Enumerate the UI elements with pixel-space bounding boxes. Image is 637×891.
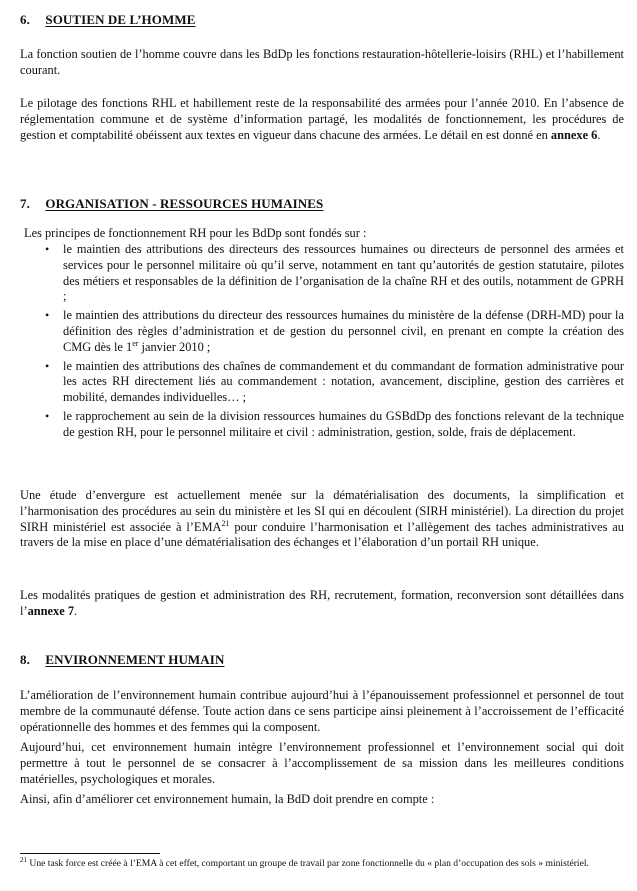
- paragraph: Une étude d’envergure est actuellement menée sur la dématérialisation des documents, la simplification et l’harmonisation des procédures au sein du ministère et les SI qui en découlent (SIRH ministériel). La direction du projet SIRH ministériel est associée à l’EMA$^{21}$ pour conduire l’harmonisation et l’allègement des taches administratives au travers de la mise en place d’une dématérialisation des échanges et l’élaboration d’un portail RH unique.: [20, 488, 624, 550]
- list-item: • le rapprochement au sein de la division ressources humaines du GSBdDp des fonctions relevant de la technique de gestion RH, pour le personnel militaire et civil : administration, gestion, solde, frais de déplacement.: [45, 408, 624, 439]
- footnote-ref: 21: [221, 518, 230, 528]
- paragraph: Les principes de fonctionnement RH pour les BdDp sont fondés sur :: [24, 226, 367, 240]
- paragraph: Le pilotage des fonctions RHL et habillement reste de la responsabilité des armées pour l’année 2010. En l’absence de réglementation commune et de système d’information partagé, les modalités de fonctionnement, les procédures de gestion et comptabilité obéissent aux textes en vigueur dans chacune des armées. Le détail en est donné en annexe 6.: [20, 96, 624, 142]
- paragraph: Les modalités pratiques de gestion et administration des RH, recrutement, formation, reconversion sont détaillées dans l’annexe 7.: [20, 588, 624, 618]
- list-item: • le maintien des attributions des directeurs des ressources humaines ou directeurs de personnel des armées et services pour le personnel militaire où qu’il serve, notamment en tant qu’autorités de gestion statutaire, pilotes des métiers et responsables de la définition de l’organisation de la chaîne RH et des outils, notamment de GPRH ;: [45, 242, 624, 304]
- list-item: • le maintien des attributions des chaînes de commandement et du commandant de formation administrative pour les actes RH directement liés au commandement : notation, avancement, discipline, gestion des carrières et mobilité, demandes individuelles… ;: [45, 358, 624, 405]
- footnote: $^{21}$ Une task force est créée à l’EMA à cet effet, comportant un groupe de travail par zone fonctionnelle du « plan d’occupation des sols » ministériel.: [20, 855, 589, 869]
- section-title: ORGANISATION - RESSOURCES HUMAINES: [45, 196, 324, 211]
- paragraph: Ainsi, afin d’améliorer cet environnement humain, la BdD doit prendre en compte :: [20, 792, 435, 806]
- list-item: • le maintien des attributions du directeur des ressources humaines du ministère de la défense (DRH-MD) pour la définition des règles d’administration et de gestion du personnel civil, en prenant en compte la création des CMG dès le 1er janvier 2010 ;: [45, 308, 624, 354]
- section-8-heading: [20, 652, 224, 668]
- bullet-list: [0, 242, 624, 444]
- section-number: 8.: [20, 652, 30, 667]
- bullet-icon: •: [45, 308, 50, 323]
- paragraph: L’amélioration de l’environnement humain contribue aujourd’hui à l’épanouissement professionnel et personnel de tout membre de la communauté défense. Toute action dans ce sens participe ainsi pleinement à l’accroissement de l’efficacité opérationnelle des hommes et des femmes qui la composent.: [20, 688, 624, 734]
- footnote-number: 21: [20, 855, 27, 864]
- section-number: 6.: [20, 12, 30, 27]
- section-6-heading: [20, 12, 195, 28]
- paragraph: Aujourd’hui, cet environnement humain intègre l’environnement professionnel et l’environnement social qui doit permettre à tout le personnel de se consacrer à l’accomplissement de sa mission dans les meilleures conditions matérielles, psychologiques et morales.: [20, 740, 624, 786]
- section-7-heading: [20, 196, 323, 212]
- annex-reference: annexe 6: [550, 127, 598, 142]
- bullet-icon: •: [45, 358, 50, 373]
- bullet-icon: •: [45, 242, 50, 256]
- paragraph: La fonction soutien de l’homme couvre dans les BdDp les fonctions restauration-hôtellerie-loisirs (RHL) et l’habillement courant.: [20, 47, 624, 77]
- annex-reference: annexe 7: [27, 603, 75, 618]
- section-title: SOUTIEN DE L’HOMME: [45, 12, 196, 27]
- section-title: ENVIRONNEMENT HUMAIN: [45, 652, 225, 667]
- section-number: 7.: [20, 196, 30, 211]
- bullet-icon: •: [45, 408, 50, 423]
- footnote-separator: [20, 853, 160, 854]
